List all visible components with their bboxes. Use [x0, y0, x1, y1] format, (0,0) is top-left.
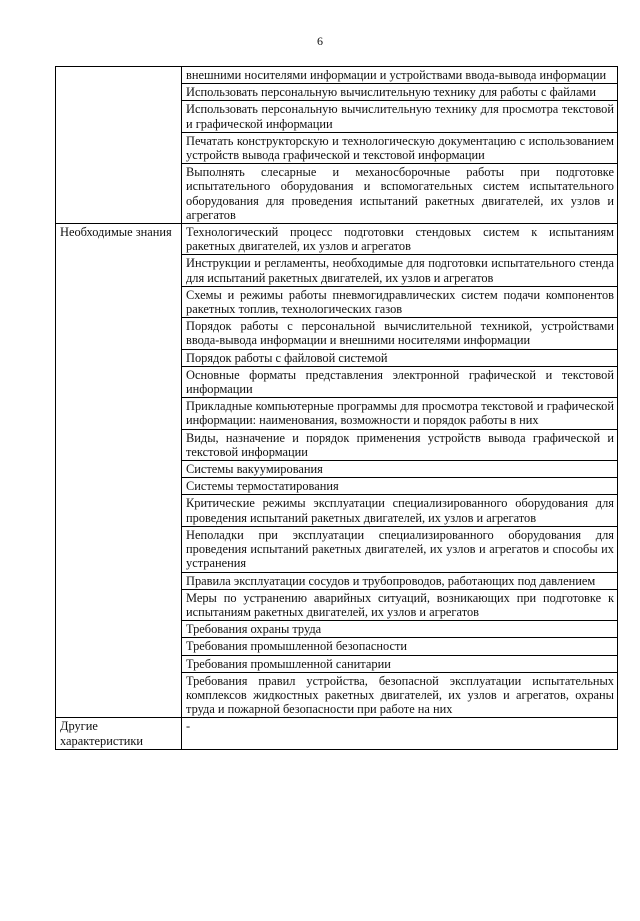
knowledge-item: Требования промышленной санитарии [182, 655, 618, 672]
knowledge-item: Схемы и режимы работы пневмогидравлических систем подачи компонентов ракетных топлив, технологических газов [182, 286, 618, 317]
knowledge-item: Правила эксплуатации сосудов и трубопроводов, работающих под давлением [182, 572, 618, 589]
knowledge-item: Требования промышленной безопасности [182, 638, 618, 655]
knowledge-item: Прикладные компьютерные программы для просмотра текстовой и графической информации: наименования, возможности и порядок работы в них [182, 398, 618, 429]
other-characteristics-label: Другие характеристики [56, 718, 182, 749]
knowledge-item: Виды, назначение и порядок применения устройств вывода графической и текстовой информации [182, 429, 618, 460]
skill-item: Использовать персональную вычислительную технику для работы с файлами [182, 84, 618, 101]
knowledge-item: Требования правил устройства, безопасной эксплуатации испытательных комплексов жидкостных ракетных двигателей, их узлов и агрегатов, охраны труда и пожарной безопасности при работе на них [182, 672, 618, 718]
knowledge-item: Порядок работы с файловой системой [182, 349, 618, 366]
knowledge-item: Системы термостатирования [182, 478, 618, 495]
knowledge-item: Требования охраны труда [182, 621, 618, 638]
skill-item: внешними носителями информации и устройствами ввода-вывода информации [182, 67, 618, 84]
knowledge-item: Технологический процесс подготовки стендовых систем к испытаниям ракетных двигателей, их узлов и агрегатов [182, 224, 618, 255]
knowledge-item: Инструкции и регламенты, необходимые для подготовки испытательного стенда для испытаний ракетных двигателей, их узлов и агрегатов [182, 255, 618, 286]
knowledge-item: Основные форматы представления электронной графической и текстовой информации [182, 366, 618, 397]
table-row [56, 718, 618, 749]
knowledge-item: Системы вакуумирования [182, 461, 618, 478]
skill-item: Выполнять слесарные и механосборочные работы при подготовке испытательного оборудования и вспомогательных систем испытательного оборудования для проведения испытаний ракетных двигателей, их узлов и агрегатов [182, 164, 618, 224]
skills-label-cell-continued [56, 67, 182, 224]
other-characteristics-value: - [182, 718, 618, 749]
skill-item: Использовать персональную вычислительную технику для просмотра текстовой и графической информации [182, 101, 618, 132]
table-row [56, 224, 618, 255]
competency-table [55, 66, 618, 750]
knowledge-label: Необходимые знания [56, 224, 182, 718]
table-row [56, 67, 618, 84]
knowledge-item: Порядок работы с персональной вычислительной техникой, устройствами ввода-вывода информации и внешними носителями информации [182, 318, 618, 349]
skill-item: Печатать конструкторскую и технологическую документацию с использованием устройств вывода графической и текстовой информации [182, 132, 618, 163]
knowledge-item: Критические режимы эксплуатации специализированного оборудования для проведения испытаний ракетных двигателей, их узлов и агрегатов [182, 495, 618, 526]
page-number: 6 [317, 34, 323, 48]
knowledge-item: Неполадки при эксплуатации специализированного оборудования для проведения испытаний ракетных двигателей, их узлов и агрегатов и способы их устранения [182, 526, 618, 572]
knowledge-item: Меры по устранению аварийных ситуаций, возникающих при подготовке к испытаниям ракетных двигателей, их узлов и агрегатов [182, 589, 618, 620]
